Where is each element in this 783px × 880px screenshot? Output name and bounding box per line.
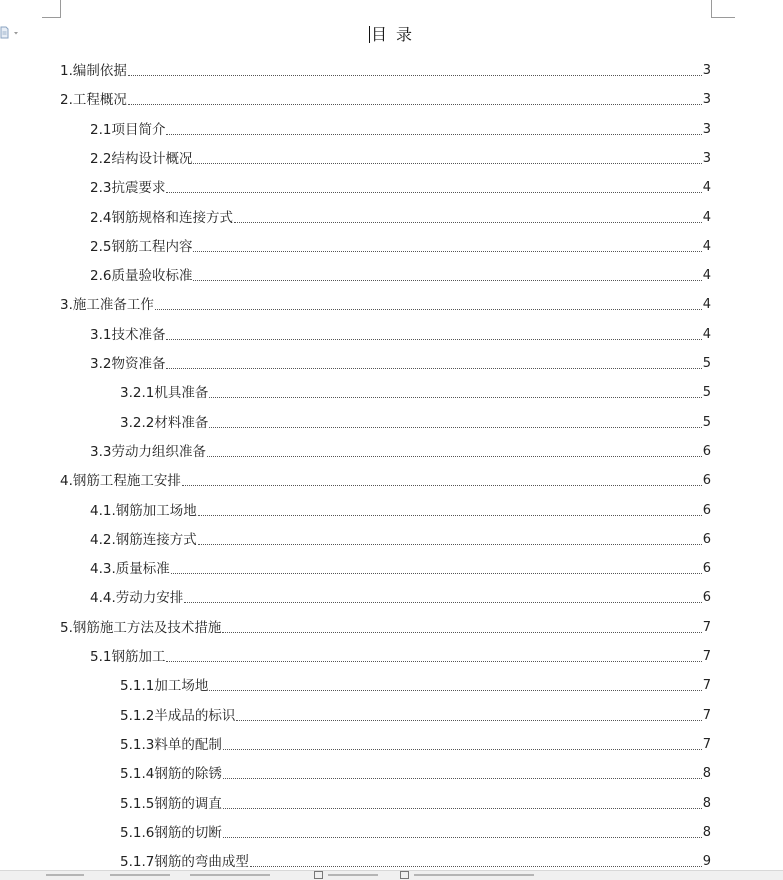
toc-entry[interactable] (60, 466, 711, 490)
status-bar (0, 870, 783, 880)
toc-entry-label: 2.工程概况 (60, 92, 127, 109)
toc-leader-dots (128, 75, 702, 76)
toc-leader-dots (223, 808, 702, 809)
toc-entry-page: 5 (702, 385, 711, 401)
toc-entry-label: 5.1.7钢筋的弯曲成型 (120, 854, 249, 871)
toc-entry-label: 2.3抗震要求 (90, 180, 166, 197)
toc-leader-dots (166, 339, 701, 340)
toc-entry-label: 4.1.钢筋加工场地 (90, 502, 197, 519)
toc-entry-page: 4 (702, 268, 711, 284)
status-box-icon[interactable] (400, 871, 409, 879)
toc-entry-label: 2.1项目简介 (90, 121, 166, 138)
toc-entry[interactable] (90, 437, 711, 461)
toc-entry[interactable] (90, 232, 711, 256)
toc-entry-label: 2.4钢筋规格和连接方式 (90, 209, 233, 226)
toc-entry-label: 5.1.1加工场地 (120, 678, 209, 695)
toc-leader-dots (223, 749, 702, 750)
toc-entry[interactable] (90, 261, 711, 285)
toc-entry[interactable] (60, 56, 711, 80)
toc-leader-dots (193, 251, 701, 252)
toc-entry-page: 6 (702, 502, 711, 518)
toc-entry-page: 7 (702, 736, 711, 752)
toc-entry-page: 4 (702, 238, 711, 254)
toc-entry-label: 5.1.3料单的配制 (120, 736, 222, 753)
toc-entry-label: 2.2结构设计概况 (90, 150, 193, 167)
toc-entry-page: 4 (702, 180, 711, 196)
status-box-icon[interactable] (314, 871, 323, 879)
toc-entry-page: 6 (702, 531, 711, 547)
toc-entry-label: 5.钢筋施工方法及技术措施 (60, 619, 222, 636)
toc-entry-label: 1.编制依据 (60, 63, 127, 79)
toc-entry-page: 6 (702, 473, 711, 489)
toc-entry-page: 9 (702, 854, 711, 870)
toc-leader-dots (209, 397, 701, 398)
crop-mark-top-left (42, 17, 61, 18)
toc-entry[interactable] (120, 671, 711, 695)
toc-entry[interactable] (90, 320, 711, 344)
crop-mark-top-left (60, 0, 61, 18)
toc-entry[interactable] (90, 144, 711, 168)
toc-leader-dots (166, 134, 701, 135)
toc-entry[interactable] (90, 203, 711, 227)
toc-entry-page: 8 (702, 824, 711, 840)
toc-entry[interactable] (120, 847, 711, 871)
toc-leader-dots (222, 632, 701, 633)
toc-entry-label: 5.1.4钢筋的除锈 (120, 766, 222, 783)
toc-entry-label: 3.3劳动力组织准备 (90, 443, 206, 460)
toc-entry-label: 3.施工准备工作 (60, 297, 154, 314)
toc-entry-page: 7 (702, 649, 711, 664)
toc-leader-dots (250, 866, 702, 867)
toc-entry-page: 5 (702, 356, 711, 371)
toc-entry[interactable] (90, 115, 711, 139)
toc-leader-dots (193, 280, 701, 281)
toc-entry-label: 3.2.1机具准备 (120, 385, 209, 402)
toc-entry-page: 4 (702, 297, 711, 313)
crop-mark-top-right (711, 17, 735, 18)
status-segment (328, 874, 378, 876)
toc-entry-page: 7 (702, 619, 711, 635)
toc-entry[interactable] (90, 525, 711, 549)
toc-entry[interactable] (120, 759, 711, 783)
toc-entry-page: 6 (702, 443, 711, 459)
toc-entry[interactable] (90, 349, 711, 373)
toc-title-text: 目 录 (370, 25, 415, 44)
toc-entry[interactable] (120, 730, 711, 754)
toc-entry[interactable] (120, 818, 711, 842)
toc-entry[interactable] (90, 496, 711, 520)
toc-entry-label: 5.1钢筋加工 (90, 649, 166, 665)
toc-entry[interactable] (90, 554, 711, 578)
toc-entry[interactable] (120, 408, 711, 432)
toc-entry-page: 3 (702, 121, 711, 137)
toc-entry-label: 3.2.2材料准备 (120, 414, 209, 431)
toc-entry-page: 6 (702, 561, 711, 577)
toc-leader-dots (155, 309, 702, 310)
toc-entry[interactable] (60, 290, 711, 314)
toc-entry[interactable] (60, 85, 711, 109)
status-segment (46, 874, 84, 876)
toc-entry-page: 3 (702, 150, 711, 166)
toc-leader-dots (128, 104, 702, 105)
crop-mark-top-right (711, 0, 712, 18)
toc-entry-page: 6 (702, 590, 711, 606)
toc-entry-page: 3 (702, 92, 711, 108)
toc-leader-dots (236, 720, 701, 721)
toc-leader-dots (209, 427, 701, 428)
toc-leader-dots (223, 837, 702, 838)
toc-entry-label: 4.钢筋工程施工安排 (60, 473, 181, 490)
toc-entry-label: 5.1.5钢筋的调直 (120, 795, 222, 812)
toc-entry-page: 5 (702, 414, 711, 430)
toc-title (0, 22, 783, 45)
toc-leader-dots (198, 544, 702, 545)
toc-leader-dots (171, 573, 702, 574)
toc-entry-page: 4 (702, 326, 711, 342)
toc-entry-label: 3.1技术准备 (90, 326, 166, 343)
toc-leader-dots (166, 368, 701, 369)
toc-entry-label: 5.1.2半成品的标识 (120, 707, 236, 724)
toc-entry[interactable] (120, 789, 711, 813)
toc-leader-dots (184, 602, 701, 603)
toc-entry-page: 8 (702, 766, 711, 782)
toc-entry-label: 3.2物资准备 (90, 356, 166, 372)
toc-leader-dots (166, 661, 701, 662)
toc-leader-dots (207, 456, 702, 457)
toc-entry-label: 4.4.劳动力安排 (90, 590, 184, 607)
status-segment (190, 874, 270, 876)
text-cursor (369, 26, 370, 43)
toc-entry-label: 4.3.质量标准 (90, 561, 170, 578)
toc-entry-page: 3 (702, 63, 711, 78)
status-segment (414, 874, 534, 876)
toc-entry-page: 7 (702, 678, 711, 694)
toc-entry-page: 8 (702, 795, 711, 811)
toc-leader-dots (209, 690, 701, 691)
toc-entry[interactable] (120, 701, 711, 725)
toc-leader-dots (198, 515, 702, 516)
toc-entry[interactable] (120, 378, 711, 402)
toc-entry[interactable] (90, 173, 711, 197)
toc-entry-page: 4 (702, 209, 711, 225)
status-segment (110, 874, 170, 876)
toc-leader-dots (193, 163, 701, 164)
toc-entry-label: 4.2.钢筋连接方式 (90, 531, 197, 548)
toc-entry[interactable] (90, 583, 711, 607)
toc-entry-label: 2.6质量验收标准 (90, 268, 193, 285)
toc-entry-label: 5.1.6钢筋的切断 (120, 824, 222, 841)
toc-leader-dots (166, 192, 701, 193)
toc-entry[interactable] (90, 642, 711, 666)
toc-entry-page: 7 (702, 707, 711, 723)
toc-leader-dots (234, 222, 702, 223)
toc-leader-dots (223, 778, 702, 779)
toc-entry-label: 2.5钢筋工程内容 (90, 238, 193, 255)
toc-entry[interactable] (60, 613, 711, 637)
toc-leader-dots (182, 485, 702, 486)
